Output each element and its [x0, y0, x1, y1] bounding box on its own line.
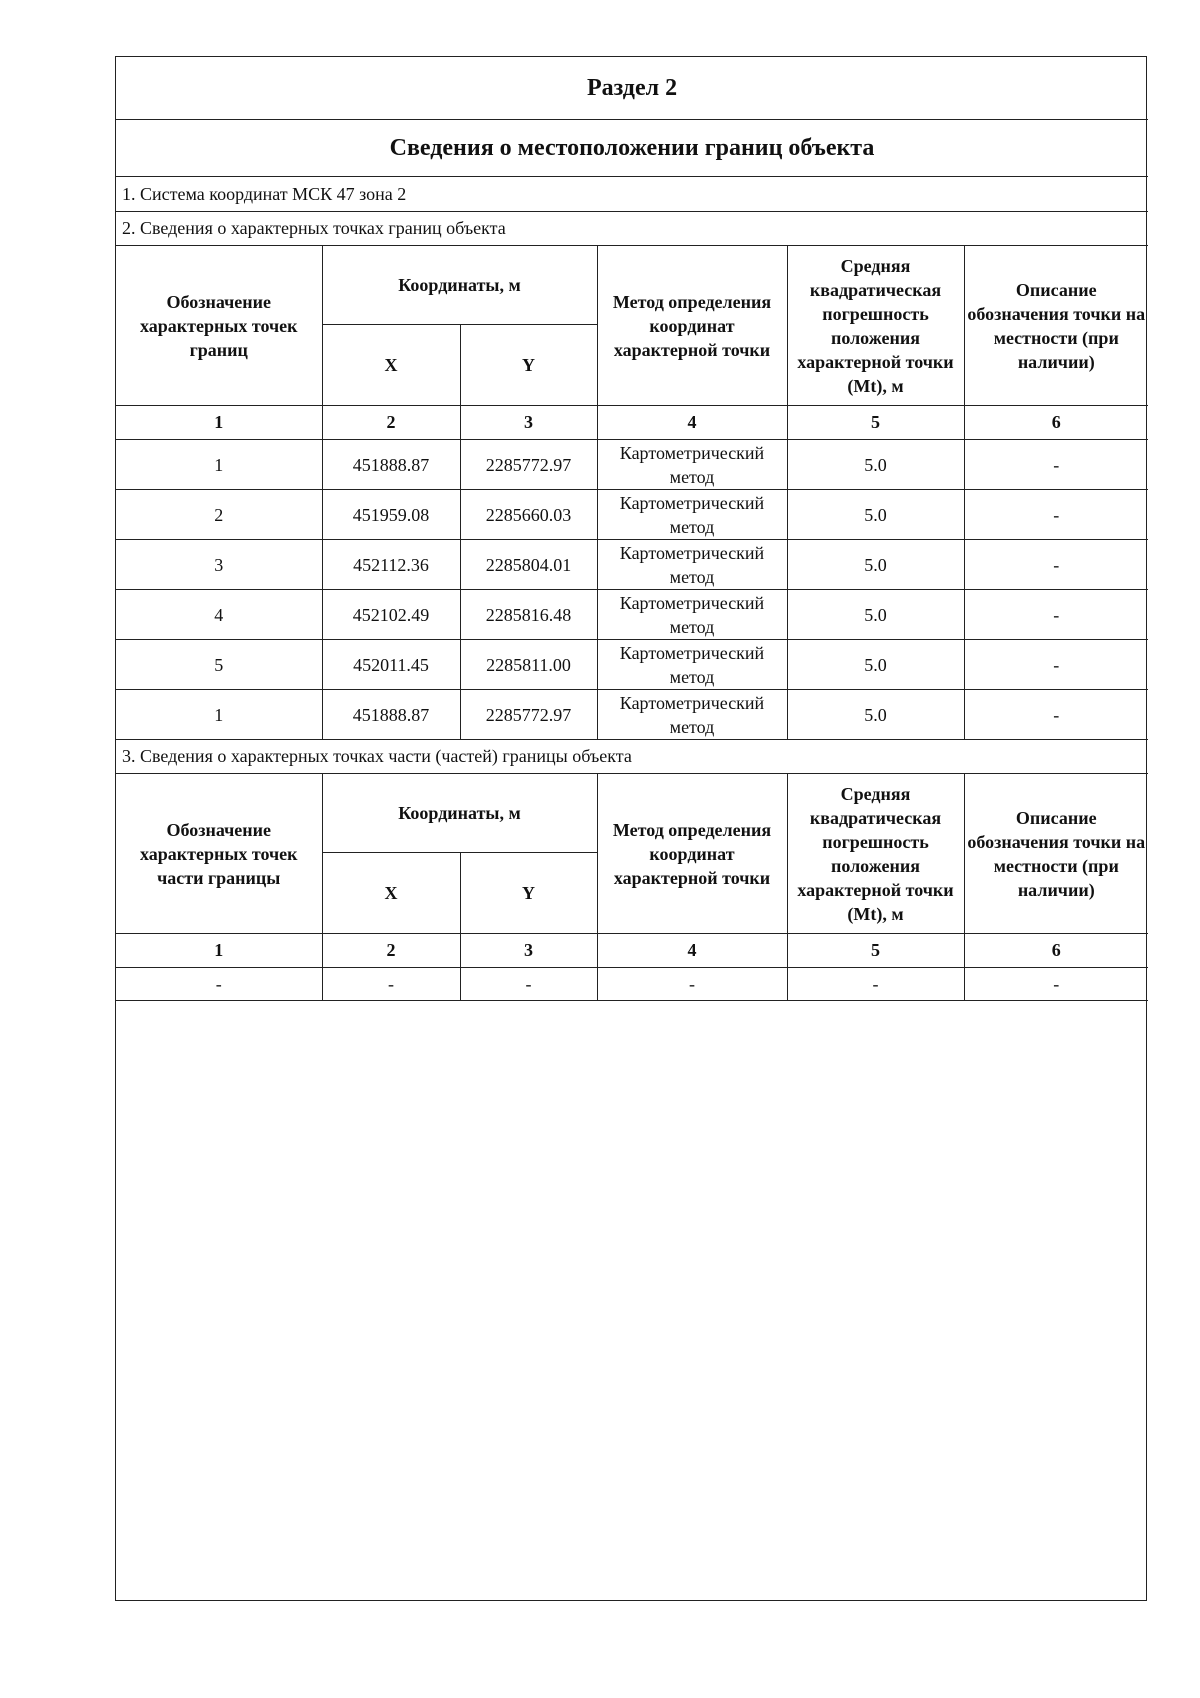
header-description: Описание обозначения точки на местности (при наличии) [964, 246, 1148, 406]
y-cell: 2285660.03 [460, 490, 597, 540]
table-row [116, 490, 1148, 540]
col-number: 5 [787, 934, 964, 968]
desc-cell: - [964, 490, 1148, 540]
method-cell: Картометрический метод [597, 440, 787, 490]
point-cell: - [116, 968, 322, 1001]
col-number: 3 [460, 934, 597, 968]
x-cell: 452011.45 [322, 640, 460, 690]
y-cell: 2285772.97 [460, 440, 597, 490]
section-table [116, 57, 1148, 1001]
point-cell: 2 [116, 490, 322, 540]
y-cell: 2285804.01 [460, 540, 597, 590]
table-row [116, 640, 1148, 690]
col-number: 2 [322, 934, 460, 968]
col-number: 3 [460, 406, 597, 440]
col-number: 1 [116, 934, 322, 968]
desc-cell: - [964, 690, 1148, 740]
header-description: Описание обозначения точки на местности (при наличии) [964, 774, 1148, 934]
mt-cell: 5.0 [787, 690, 964, 740]
header-designation: Обозначение характерных точек границ [116, 246, 322, 406]
points-heading: 2. Сведения о характерных точках границ объекта [116, 212, 1148, 246]
table-row [116, 690, 1148, 740]
coord-system-line: 1. Система координат МСК 47 зона 2 [116, 177, 1148, 212]
col-number: 4 [597, 406, 787, 440]
x-cell: 452102.49 [322, 590, 460, 640]
y-cell: 2285816.48 [460, 590, 597, 640]
header-method: Метод определения координат характерной точки [597, 246, 787, 406]
parts-heading: 3. Сведения о характерных точках части (частей) границы объекта [116, 740, 1148, 774]
point-cell: 3 [116, 540, 322, 590]
header-coords: Координаты, м [322, 246, 597, 325]
col-number: 4 [597, 934, 787, 968]
col-number: 6 [964, 934, 1148, 968]
header-y: Y [460, 325, 597, 406]
method-cell: - [597, 968, 787, 1001]
mt-cell: - [787, 968, 964, 1001]
section-title: Раздел 2 [116, 57, 1148, 120]
header-error: Средняя квадратическая погрешность положения характерной точки (Mt), м [787, 246, 964, 406]
col-number: 5 [787, 406, 964, 440]
col-number: 1 [116, 406, 322, 440]
column-numbers-row [116, 934, 1148, 968]
method-cell: Картометрический метод [597, 540, 787, 590]
header-x: X [322, 853, 460, 934]
point-cell: 1 [116, 440, 322, 490]
col-number: 2 [322, 406, 460, 440]
desc-cell: - [964, 540, 1148, 590]
x-cell: - [322, 968, 460, 1001]
table-row [116, 540, 1148, 590]
mt-cell: 5.0 [787, 440, 964, 490]
y-cell: 2285811.00 [460, 640, 597, 690]
method-cell: Картометрический метод [597, 640, 787, 690]
desc-cell: - [964, 968, 1148, 1001]
y-cell: - [460, 968, 597, 1001]
table-row [116, 440, 1148, 490]
header-method: Метод определения координат характерной точки [597, 774, 787, 934]
mt-cell: 5.0 [787, 640, 964, 690]
desc-cell: - [964, 590, 1148, 640]
header-designation: Обозначение характерных точек части границы [116, 774, 322, 934]
method-cell: Картометрический метод [597, 490, 787, 540]
desc-cell: - [964, 440, 1148, 490]
mt-cell: 5.0 [787, 490, 964, 540]
table-row [116, 968, 1148, 1001]
method-cell: Картометрический метод [597, 590, 787, 640]
document-frame [115, 56, 1147, 1601]
point-cell: 4 [116, 590, 322, 640]
x-cell: 451959.08 [322, 490, 460, 540]
header-error: Средняя квадратическая погрешность положения характерной точки (Mt), м [787, 774, 964, 934]
x-cell: 452112.36 [322, 540, 460, 590]
header-y: Y [460, 853, 597, 934]
column-numbers-row [116, 406, 1148, 440]
section-subtitle: Сведения о местоположении границ объекта [116, 120, 1148, 177]
col-number: 6 [964, 406, 1148, 440]
x-cell: 451888.87 [322, 690, 460, 740]
point-cell: 1 [116, 690, 322, 740]
desc-cell: - [964, 640, 1148, 690]
x-cell: 451888.87 [322, 440, 460, 490]
header-coords: Координаты, м [322, 774, 597, 853]
y-cell: 2285772.97 [460, 690, 597, 740]
header-x: X [322, 325, 460, 406]
mt-cell: 5.0 [787, 540, 964, 590]
method-cell: Картометрический метод [597, 690, 787, 740]
point-cell: 5 [116, 640, 322, 690]
mt-cell: 5.0 [787, 590, 964, 640]
table-row [116, 590, 1148, 640]
